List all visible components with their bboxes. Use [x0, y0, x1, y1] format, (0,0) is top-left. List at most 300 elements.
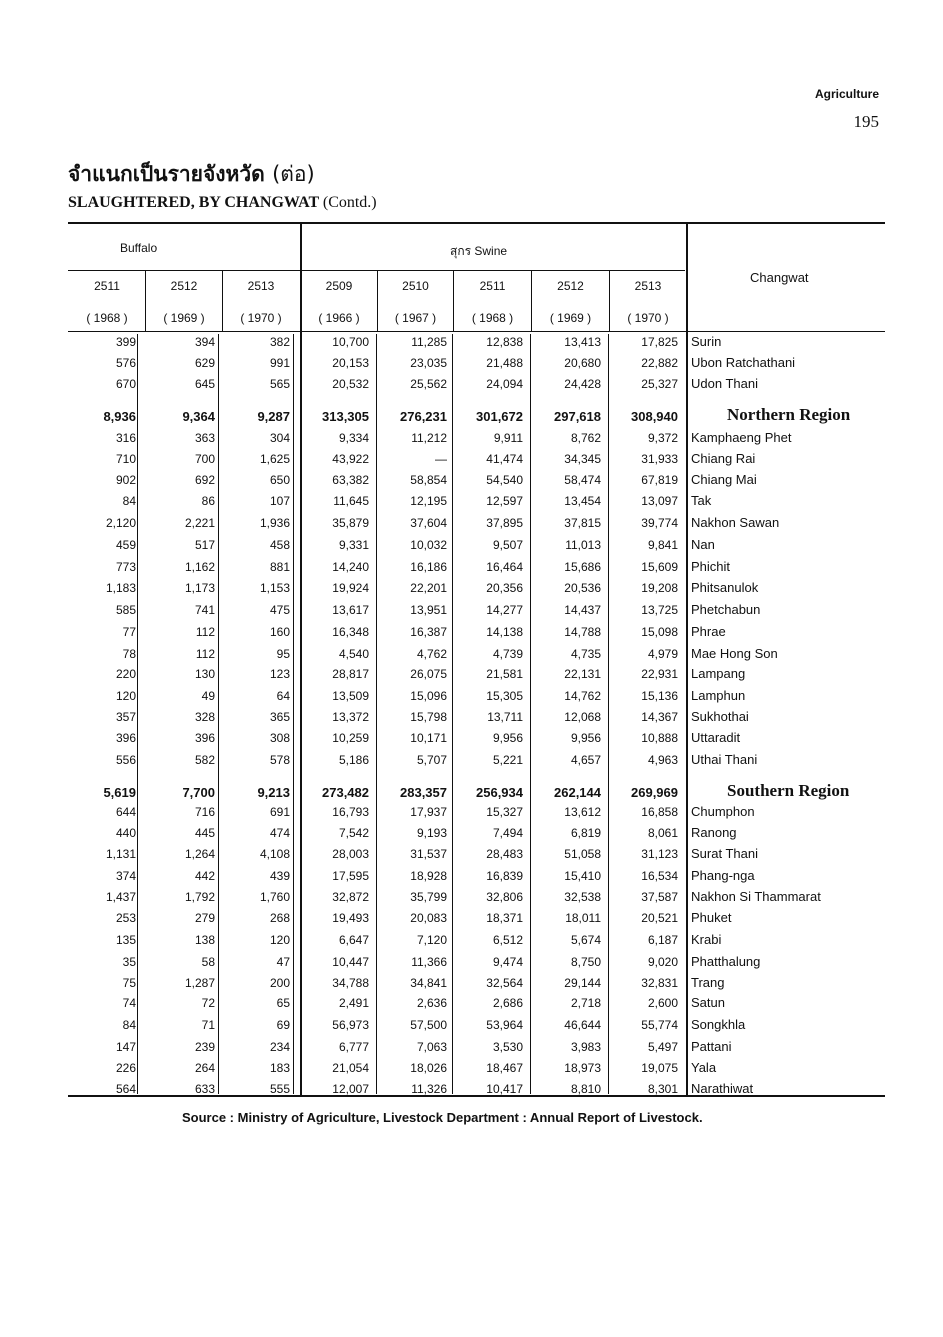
data-cell: 7,120: [416, 933, 447, 947]
data-cell: 22,931: [641, 667, 678, 681]
data-cell: 357: [115, 710, 136, 724]
data-cell: 9,193: [416, 826, 447, 840]
changwat-name: Chiang Mai: [691, 472, 757, 487]
data-cell: 71: [201, 1018, 215, 1032]
changwat-name: Kamphaeng Phet: [691, 430, 792, 445]
data-cell: 365: [269, 710, 290, 724]
data-cell: 268: [269, 911, 290, 925]
data-cell: 7,063: [416, 1040, 447, 1054]
year-be-header: 2511: [94, 279, 120, 293]
data-cell: 1,183: [105, 581, 136, 595]
data-cell: 328: [194, 710, 215, 724]
changwat-name: Ubon Ratchathani: [691, 355, 796, 370]
data-cell: 2,491: [338, 996, 369, 1010]
data-cell: 32,872: [332, 890, 369, 904]
changwat-name: Uttaradit: [691, 730, 741, 745]
data-cell: 440: [115, 826, 136, 840]
data-cell: 9,372: [647, 431, 678, 445]
changwat-name: Surat Thani: [691, 846, 758, 861]
data-cell: 9,956: [492, 731, 523, 745]
data-cell: 517: [194, 538, 215, 552]
swine-group-header: สุกร Swine: [450, 244, 508, 258]
data-cell: 555: [269, 1082, 290, 1096]
data-cell: 5,186: [338, 753, 369, 767]
changwat-name: Ranong: [691, 825, 737, 840]
data-cell: 9,331: [338, 538, 369, 552]
data-cell: 57,500: [410, 1018, 447, 1032]
region-total-cell: 276,231: [400, 409, 447, 424]
year-ad-header: ( 1969 ): [549, 311, 592, 325]
changwat-name: Yala: [691, 1060, 717, 1075]
data-cell: 16,858: [641, 805, 678, 819]
year-be-header: 2511: [479, 279, 506, 293]
changwat-column-header: Changwat: [750, 270, 809, 285]
data-cell: 650: [269, 473, 290, 487]
data-cell: 67,819: [641, 473, 678, 487]
changwat-name: Krabi: [691, 932, 722, 947]
data-cell: 75: [122, 976, 136, 990]
data-cell: 578: [269, 753, 290, 767]
changwat-name: Chumphon: [691, 804, 755, 819]
region-total-cell: 313,305: [322, 409, 369, 424]
data-cell: 58,854: [410, 473, 447, 487]
data-cell: 279: [194, 911, 215, 925]
data-cell: 10,032: [410, 538, 447, 552]
changwat-name: Songkhla: [691, 1017, 746, 1032]
data-cell: 130: [194, 667, 215, 681]
data-cell: 15,609: [641, 560, 678, 574]
data-column-divider: [137, 334, 138, 1094]
data-cell: 1,437: [105, 890, 136, 904]
data-cell: 6,819: [570, 826, 601, 840]
data-cell: 20,521: [641, 911, 678, 925]
region-total-cell: 308,940: [631, 409, 678, 424]
data-cell: 10,417: [486, 1082, 523, 1096]
data-cell: 304: [269, 431, 290, 445]
data-cell: 8,810: [570, 1082, 601, 1096]
data-cell: 54,540: [486, 473, 523, 487]
data-cell: 32,538: [564, 890, 601, 904]
region-total-cell: 297,618: [554, 409, 601, 424]
region-name: Northern Region: [727, 405, 851, 424]
data-cell: 220: [115, 667, 136, 681]
data-cell: 20,532: [332, 377, 369, 391]
region-name: Southern Region: [727, 781, 850, 800]
data-cell: 700: [194, 452, 215, 466]
year-ad-header: ( 1967 ): [394, 311, 437, 325]
data-cell: 253: [115, 911, 136, 925]
data-cell: 308: [269, 731, 290, 745]
data-cell: 11,013: [565, 538, 601, 552]
year-ad-header: ( 1969 ): [163, 311, 205, 325]
data-cell: 120: [269, 933, 290, 947]
year-ad-header: ( 1968 ): [86, 311, 128, 325]
data-cell: 399: [115, 335, 136, 349]
region-total-cell: 5,619: [103, 785, 136, 800]
data-cell: 9,507: [492, 538, 523, 552]
column-divider: [222, 270, 223, 331]
data-cell: 35,879: [332, 516, 369, 530]
region-total-cell: 9,213: [257, 785, 290, 800]
data-cell: 15,305: [486, 689, 523, 703]
data-cell: 34,841: [410, 976, 447, 990]
data-cell: 160: [269, 625, 290, 639]
data-cell: 459: [115, 538, 136, 552]
year-be-header: 2510: [402, 279, 429, 293]
year-be-header: 2513: [634, 279, 662, 293]
data-cell: 15,798: [410, 710, 447, 724]
data-cell: 78: [122, 647, 136, 661]
region-total-cell: 9,364: [182, 409, 215, 424]
data-cell: 3,983: [570, 1040, 601, 1054]
data-cell: 20,083: [410, 911, 447, 925]
data-cell: 234: [269, 1040, 290, 1054]
data-cell: 138: [194, 933, 215, 947]
data-cell: 16,793: [332, 805, 369, 819]
changwat-name: Lamphun: [691, 688, 746, 703]
data-cell: 11,212: [411, 431, 447, 445]
region-total-cell: 283,357: [400, 785, 447, 800]
data-cell: 21,488: [486, 356, 523, 370]
data-cell: 14,138: [486, 625, 523, 639]
data-cell: 20,356: [486, 581, 523, 595]
data-cell: 53,964: [486, 1018, 523, 1032]
data-cell: 7,494: [492, 826, 523, 840]
data-column-divider: [608, 334, 609, 1094]
region-total-cell: 269,969: [631, 785, 678, 800]
data-cell: 4,762: [416, 647, 447, 661]
data-cell: 43,922: [332, 452, 369, 466]
data-cell: 58: [201, 955, 215, 969]
year-be-header: 2513: [247, 279, 275, 293]
data-cell: 15,410: [564, 869, 601, 883]
changwat-name: Surin: [691, 334, 722, 349]
column-header-rule: [68, 331, 885, 332]
data-cell: 15,686: [564, 560, 601, 574]
data-cell: 991: [269, 356, 290, 370]
year-be-header: 2509: [325, 279, 353, 293]
data-cell: 1,760: [259, 890, 290, 904]
changwat-name: Phang-nga: [691, 868, 755, 883]
data-cell: 5,707: [416, 753, 447, 767]
changwat-name: Phatthalung: [691, 954, 761, 969]
data-cell: 18,011: [565, 911, 601, 925]
data-cell: 2,600: [647, 996, 678, 1010]
data-cell: 902: [115, 473, 136, 487]
data-cell: 56,973: [332, 1018, 369, 1032]
data-cell: 458: [269, 538, 290, 552]
data-cell: 1,287: [184, 976, 215, 990]
data-cell: 19,075: [641, 1061, 678, 1075]
data-cell: 12,838: [486, 335, 523, 349]
data-column-divider: [530, 334, 531, 1094]
data-cell: 9,841: [647, 538, 678, 552]
data-cell: 74: [122, 996, 136, 1010]
thai-title-text: จำแนกเป็นรายจังหวัด: [68, 162, 265, 186]
region-total-cell: 301,672: [476, 409, 523, 424]
data-cell: 10,700: [332, 335, 369, 349]
data-cell: 264: [194, 1061, 215, 1075]
data-cell: 32,806: [486, 890, 523, 904]
data-cell: 15,098: [641, 625, 678, 639]
data-cell: 773: [115, 560, 136, 574]
changwat-name: Chiang Rai: [691, 451, 756, 466]
data-cell: 34,788: [332, 976, 369, 990]
changwat-name: Phuket: [691, 910, 732, 925]
data-cell: 5,497: [647, 1040, 678, 1054]
data-cell: 645: [194, 377, 215, 391]
data-cell: 37,587: [641, 890, 678, 904]
data-cell: 41,474: [486, 452, 523, 466]
data-cell: 8,061: [647, 826, 678, 840]
data-cell: 9,956: [570, 731, 601, 745]
data-cell: 35: [122, 955, 136, 969]
data-cell: 585: [115, 603, 136, 617]
data-cell: 13,617: [332, 603, 369, 617]
data-cell: 15,327: [486, 805, 523, 819]
data-cell: 31,537: [410, 847, 447, 861]
data-cell: 6,777: [338, 1040, 369, 1054]
changwat-name: Trang: [691, 975, 725, 990]
data-cell: 4,735: [570, 647, 601, 661]
region-total-cell: 8,936: [103, 409, 136, 424]
data-cell: 37,815: [564, 516, 601, 530]
data-cell: 25,562: [410, 377, 447, 391]
english-title: [68, 194, 377, 212]
data-cell: 13,097: [641, 494, 678, 508]
data-cell: 7,542: [338, 826, 369, 840]
data-cell: 10,259: [332, 731, 369, 745]
data-cell: 18,467: [486, 1061, 523, 1075]
data-cell: 17,937: [410, 805, 447, 819]
thai-title: [68, 158, 315, 191]
data-cell: 22,131: [564, 667, 601, 681]
data-cell: 5,221: [492, 753, 523, 767]
data-cell: 21,581: [486, 667, 523, 681]
changwat-name: Phrae: [691, 624, 726, 639]
data-cell: 576: [115, 356, 136, 370]
data-cell: 2,120: [105, 516, 136, 530]
data-cell: 18,371: [486, 911, 523, 925]
data-cell: 11,326: [411, 1082, 447, 1096]
data-cell: 13,509: [332, 689, 369, 703]
data-cell: 64: [276, 689, 290, 703]
data-cell: 22,201: [410, 581, 447, 595]
data-cell: 396: [115, 731, 136, 745]
column-divider: [377, 270, 378, 331]
data-column-divider: [452, 334, 453, 1094]
data-cell: 107: [269, 494, 290, 508]
english-title-contd: (Contd.): [322, 194, 377, 211]
changwat-name: Lampang: [691, 666, 746, 681]
data-cell: 11,366: [411, 955, 447, 969]
thai-title-contd: (ต่อ): [272, 162, 315, 186]
data-cell: 442: [194, 869, 215, 883]
data-cell: 741: [194, 603, 215, 617]
data-cell: 8,301: [647, 1082, 678, 1096]
english-title-text: SLAUGHTERED, BY CHANGWAT: [68, 194, 319, 211]
data-cell: 25,327: [641, 377, 678, 391]
data-cell: 4,963: [647, 753, 678, 767]
data-cell: 39,774: [641, 516, 678, 530]
data-cell: 29,144: [564, 976, 601, 990]
data-cell: 3,530: [492, 1040, 523, 1054]
data-column-divider: [293, 334, 294, 1094]
column-divider: [145, 270, 146, 331]
data-cell: 716: [194, 805, 215, 819]
data-cell: 18,973: [564, 1061, 601, 1075]
data-cell: 1,625: [259, 452, 290, 466]
data-cell: 37,895: [486, 516, 523, 530]
data-cell: 16,839: [486, 869, 523, 883]
data-cell: 31,933: [641, 452, 678, 466]
data-cell: 112: [195, 625, 215, 639]
data-cell: 363: [194, 431, 215, 445]
changwat-name: Sukhothai: [691, 709, 749, 724]
data-cell: 12,068: [564, 710, 601, 724]
region-total-cell: 9,287: [257, 409, 290, 424]
data-cell: 23,035: [410, 356, 447, 370]
data-cell: 396: [194, 731, 215, 745]
data-cell: 2,686: [492, 996, 523, 1010]
data-cell: 1,173: [184, 581, 215, 595]
data-cell: 10,888: [641, 731, 678, 745]
table-top-rule: [68, 222, 885, 224]
data-cell: 582: [194, 753, 215, 767]
data-cell: 9,911: [493, 431, 523, 445]
data-cell: 183: [269, 1061, 290, 1075]
data-cell: 226: [115, 1061, 136, 1075]
data-cell: 13,413: [564, 335, 601, 349]
data-cell: 26,075: [410, 667, 447, 681]
section-label: Agriculture: [814, 87, 879, 101]
data-cell: 1,264: [184, 847, 215, 861]
data-column-divider: [218, 334, 219, 1094]
data-cell: 4,108: [259, 847, 290, 861]
changwat-name: Mae Hong Son: [691, 646, 778, 661]
changwat-name: Nan: [691, 537, 715, 552]
data-cell: 84: [122, 1018, 136, 1032]
data-cell: 8,762: [570, 431, 601, 445]
buffalo-swine-divider: [300, 222, 302, 1095]
data-cell: 4,540: [338, 647, 369, 661]
data-cell: 1,162: [184, 560, 215, 574]
data-cell: 120: [115, 689, 136, 703]
year-be-header: 2512: [557, 279, 584, 293]
data-cell: 691: [269, 805, 290, 819]
data-cell: 15,136: [641, 689, 678, 703]
data-cell: 28,003: [332, 847, 369, 861]
data-cell: 316: [115, 431, 136, 445]
changwat-name: Nakhon Sawan: [691, 515, 780, 530]
data-cell: 58,474: [564, 473, 601, 487]
data-cell: 95: [276, 647, 290, 661]
data-cell: 9,334: [338, 431, 369, 445]
data-cell: 439: [269, 869, 290, 883]
data-cell: 445: [194, 826, 215, 840]
data-cell: 31,123: [641, 847, 678, 861]
data-cell: 84: [122, 494, 136, 508]
data-cell: 2,636: [416, 996, 447, 1010]
data-cell: 16,534: [641, 869, 678, 883]
data-cell: 239: [194, 1040, 215, 1054]
data-cell: 16,464: [486, 560, 523, 574]
page-number: 195: [853, 112, 879, 131]
data-cell: 18,026: [410, 1061, 447, 1075]
data-cell: 14,277: [486, 603, 523, 617]
data-cell: 881: [269, 560, 290, 574]
data-cell: 123: [269, 667, 290, 681]
data-cell: 13,711: [487, 710, 523, 724]
year-ad-header: ( 1970 ): [240, 311, 282, 325]
data-cell: 46,644: [564, 1018, 601, 1032]
data-cell: 1,792: [184, 890, 215, 904]
data-cell: 2,718: [570, 996, 601, 1010]
data-cell: 4,979: [647, 647, 678, 661]
data-cell: 8,750: [570, 955, 601, 969]
data-cell: 16,348: [332, 625, 369, 639]
changwat-name: Phitsanulok: [691, 580, 759, 595]
data-cell: 13,372: [332, 710, 369, 724]
data-cell: 11,645: [333, 494, 369, 508]
data-cell: 13,725: [641, 603, 678, 617]
column-divider: [531, 270, 532, 331]
changwat-name: Tak: [691, 493, 712, 508]
data-cell: 474: [269, 826, 290, 840]
data-cell: 710: [115, 452, 136, 466]
data-cell: 15,096: [410, 689, 447, 703]
data-cell: 20,680: [564, 356, 601, 370]
data-cell: 2,221: [184, 516, 215, 530]
changwat-name: Nakhon Si Thammarat: [691, 889, 821, 904]
data-cell: 200: [269, 976, 290, 990]
data-cell: 35,799: [410, 890, 447, 904]
data-cell: 629: [194, 356, 215, 370]
data-cell: 394: [194, 335, 215, 349]
data-cell: 14,788: [564, 625, 601, 639]
data-cell: 14,240: [332, 560, 369, 574]
data-cell: 18,928: [410, 869, 447, 883]
data-cell: 5,674: [570, 933, 601, 947]
year-ad-header: ( 1968 ): [471, 311, 514, 325]
data-cell: 24,428: [564, 377, 601, 391]
data-cell: 13,951: [410, 603, 447, 617]
data-cell: 63,382: [332, 473, 369, 487]
data-cell: 564: [115, 1082, 136, 1096]
data-cell: 20,153: [332, 356, 369, 370]
data-cell: 9,474: [492, 955, 523, 969]
changwat-divider: [686, 222, 688, 1095]
data-cell: —: [435, 452, 447, 466]
region-total-cell: 262,144: [554, 785, 601, 800]
data-cell: 47: [276, 955, 290, 969]
data-cell: 12,597: [486, 494, 523, 508]
data-cell: 13,612: [564, 805, 601, 819]
buffalo-group-header: Buffalo: [120, 241, 158, 255]
changwat-name: Satun: [691, 995, 725, 1010]
data-cell: 644: [115, 805, 136, 819]
data-cell: 1,936: [259, 516, 290, 530]
data-cell: 147: [115, 1040, 136, 1054]
data-cell: 17,825: [641, 335, 678, 349]
region-total-cell: 273,482: [322, 785, 369, 800]
data-cell: 670: [115, 377, 136, 391]
data-cell: 28,483: [486, 847, 523, 861]
data-cell: 86: [201, 494, 215, 508]
data-cell: 9,020: [647, 955, 678, 969]
data-cell: 13,454: [564, 494, 601, 508]
data-cell: 6,647: [338, 933, 369, 947]
